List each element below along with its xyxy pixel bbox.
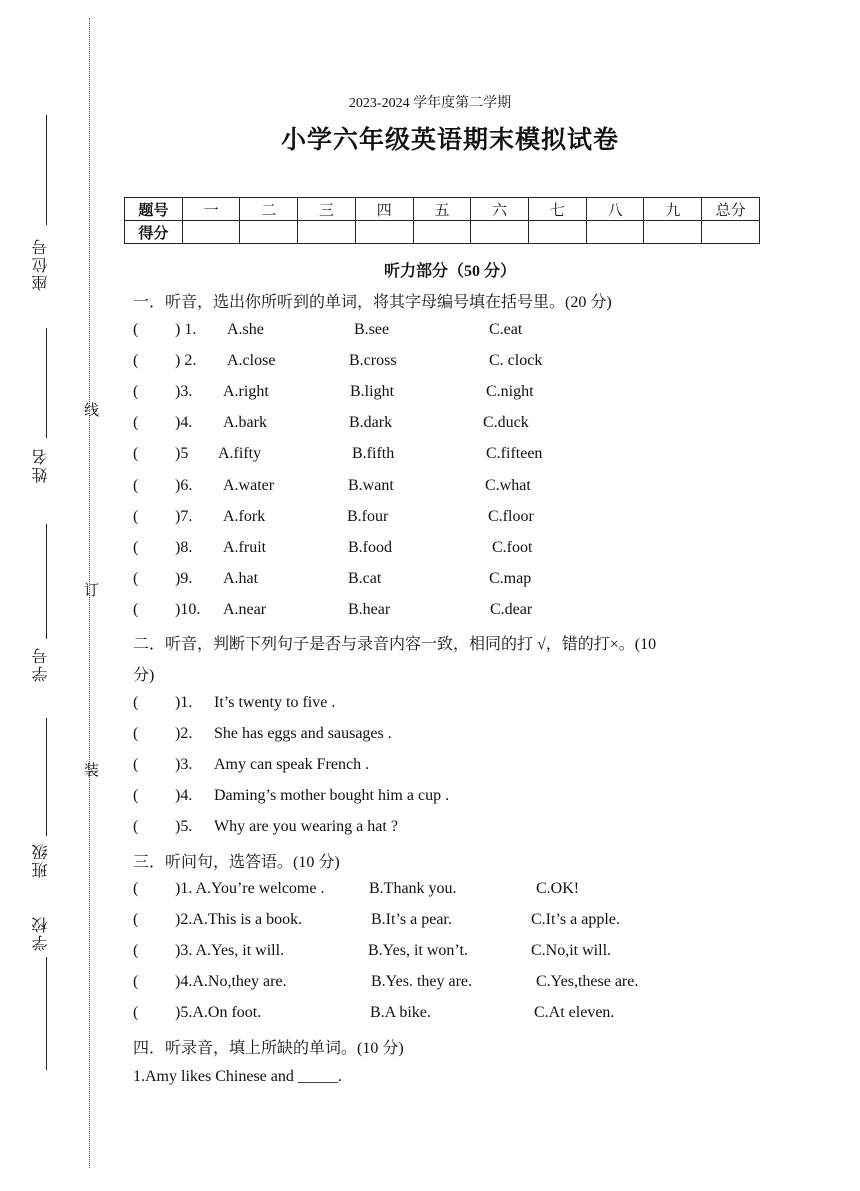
question-number: )5.: [175, 818, 193, 836]
option-b: B.Yes, it won’t.: [368, 942, 468, 960]
answer-paren: (: [133, 942, 139, 960]
section4-item: 1.Amy likes Chinese and _____.: [133, 1068, 342, 1085]
school-label: 学校: [33, 915, 50, 951]
option-c: C.eat: [489, 321, 523, 338]
score-entry-cell[interactable]: [355, 221, 413, 244]
question-number: )10.: [175, 600, 201, 618]
page-title: 小学六年级英语期末模拟试卷: [280, 125, 619, 154]
option-c: C.At eleven.: [534, 1004, 615, 1022]
question-and-option-a: )3. A.Yes, it will.: [175, 942, 285, 960]
option-a: A.near: [223, 600, 267, 618]
question-number: )3.: [175, 383, 193, 401]
listening-part-title: 听力部分（50 分）: [383, 263, 516, 280]
option-a: A.close: [227, 352, 276, 370]
section3-heading: 三．听问句，选答语。(10 分): [133, 854, 340, 871]
option-b: B.want: [348, 476, 394, 494]
score-entry-cell[interactable]: [586, 221, 644, 244]
option-a: A.right: [223, 383, 269, 401]
question-number: )1.: [175, 694, 193, 711]
sentence: Daming’s mother bought him a cup .: [214, 787, 450, 805]
class-label: 班级: [33, 842, 50, 878]
score-entry-cell[interactable]: [529, 221, 587, 244]
score-cell: 二: [240, 198, 298, 221]
sentence: Amy can speak French .: [214, 756, 370, 774]
question-and-option-a: )5.A.On foot.: [175, 1004, 262, 1022]
option-a: A.she: [227, 321, 264, 338]
score-cell: 五: [413, 198, 471, 221]
score-cell: 题号: [125, 198, 183, 221]
option-b: B.fifth: [352, 445, 395, 463]
section4-heading: 四．听录音，填上所缺的单词。(10 分): [133, 1040, 404, 1057]
option-c: C. clock: [489, 352, 543, 370]
question-number: )4.: [175, 787, 193, 805]
score-cell: 总分: [702, 198, 760, 221]
option-b: B.Thank you.: [369, 880, 457, 897]
answer-paren: (: [133, 352, 139, 370]
answer-paren: (: [133, 321, 139, 338]
option-c: C.It’s a apple.: [531, 911, 620, 929]
score-cell: 四: [355, 198, 413, 221]
sentence: Why are you wearing a hat ?: [214, 818, 398, 836]
option-b: B.dark: [349, 414, 393, 432]
option-c: C.fifteen: [486, 445, 543, 463]
question-number: )9.: [175, 569, 193, 587]
score-entry-cell[interactable]: [644, 221, 702, 244]
score-entry-cell[interactable]: [240, 221, 298, 244]
score-entry-cell[interactable]: [471, 221, 529, 244]
question-number: )4.: [175, 414, 193, 432]
option-b: B.light: [350, 383, 395, 401]
option-c: C.Yes,these are.: [536, 973, 639, 991]
option-c: C.what: [485, 476, 531, 494]
student-id-underline: [46, 524, 47, 639]
question-and-option-a: )1. A.You’re welcome .: [175, 880, 325, 897]
option-b: B.hear: [348, 600, 391, 618]
score-cell: 六: [471, 198, 529, 221]
score-cell: 七: [529, 198, 587, 221]
score-table-header-row: [125, 198, 760, 221]
sentence: She has eggs and sausages .: [214, 725, 392, 743]
question-number: )3.: [175, 756, 193, 774]
option-b: B.It’s a pear.: [371, 911, 452, 929]
school-underline: [46, 957, 47, 1070]
answer-paren: (: [133, 880, 139, 897]
option-a: A.hat: [223, 569, 259, 587]
section2-heading-cont: 分): [133, 667, 155, 684]
answer-paren: (: [133, 725, 139, 743]
answer-paren: (: [133, 973, 139, 991]
score-entry-cell[interactable]: [702, 221, 760, 244]
answer-paren: (: [133, 600, 139, 618]
option-a: A.fifty: [218, 445, 262, 463]
score-row-label: 得分: [125, 221, 183, 244]
option-c: C.OK!: [536, 880, 580, 897]
option-a: A.fork: [223, 507, 266, 525]
score-table: [124, 197, 760, 244]
option-b: B.cross: [349, 352, 397, 370]
option-a: A.fruit: [223, 538, 267, 556]
answer-paren: (: [133, 1004, 139, 1022]
option-c: C.dear: [490, 600, 533, 618]
option-b: B.see: [354, 321, 390, 338]
option-c: C.foot: [492, 538, 533, 556]
class-underline: [46, 718, 47, 836]
question-number: )2.: [175, 725, 193, 743]
answer-paren: (: [133, 476, 139, 494]
answer-paren: (: [133, 445, 139, 463]
option-b: B.A bike.: [370, 1004, 431, 1022]
section2-heading: 二．听音，判断下列句子是否与录音内容一致，相同的打 √，错的打×。(10: [133, 636, 657, 653]
answer-paren: (: [133, 569, 139, 587]
binding-char-xian: 线: [82, 402, 98, 417]
answer-paren: (: [133, 414, 139, 432]
question-number: )5: [175, 445, 189, 463]
question-number: ) 1.: [175, 321, 197, 338]
answer-paren: (: [133, 383, 139, 401]
option-c: C.night: [486, 383, 534, 401]
binding-char-zhuang: 装: [82, 762, 98, 777]
score-table-score-row: [125, 221, 760, 244]
option-b: B.four: [347, 507, 389, 525]
binding-char-ding: 订: [82, 582, 98, 597]
option-b: B.food: [348, 538, 392, 556]
answer-paren: (: [133, 818, 139, 836]
question-number: )8.: [175, 538, 193, 556]
option-c: C.duck: [483, 414, 529, 432]
option-c: C.floor: [488, 507, 534, 525]
seat-number-label: 座位号: [33, 237, 50, 291]
question-number: )6.: [175, 476, 193, 494]
score-cell: 一: [182, 198, 240, 221]
question-and-option-a: )4.A.No,they are.: [175, 973, 287, 991]
name-label: 姓名: [33, 447, 50, 483]
option-b: B.cat: [348, 569, 382, 587]
option-a: A.bark: [223, 414, 267, 432]
score-entry-cell[interactable]: [413, 221, 471, 244]
question-number: )7.: [175, 507, 193, 525]
score-cell: 八: [586, 198, 644, 221]
answer-paren: (: [133, 911, 139, 929]
answer-paren: (: [133, 538, 139, 556]
answer-paren: (: [133, 787, 139, 805]
option-c: C.map: [489, 569, 532, 587]
score-entry-cell[interactable]: [182, 221, 240, 244]
score-cell: 三: [298, 198, 356, 221]
score-cell: 九: [644, 198, 702, 221]
name-underline: [46, 328, 47, 438]
option-c: C.No,it will.: [531, 942, 612, 960]
option-a: A.water: [223, 476, 275, 494]
answer-paren: (: [133, 694, 139, 711]
answer-paren: (: [133, 507, 139, 525]
sentence: It’s twenty to five .: [214, 694, 336, 711]
question-number: ) 2.: [175, 352, 197, 370]
section1-heading: 一．听音，选出你所听到的单词，将其字母编号填在括号里。(20 分): [133, 294, 612, 311]
term-label: 2023-2024 学年度第二学期: [348, 96, 512, 111]
option-b: B.Yes. they are.: [371, 973, 473, 991]
student-id-label: 学号: [33, 646, 50, 682]
score-entry-cell[interactable]: [298, 221, 356, 244]
answer-paren: (: [133, 756, 139, 774]
question-and-option-a: )2.A.This is a book.: [175, 911, 303, 929]
